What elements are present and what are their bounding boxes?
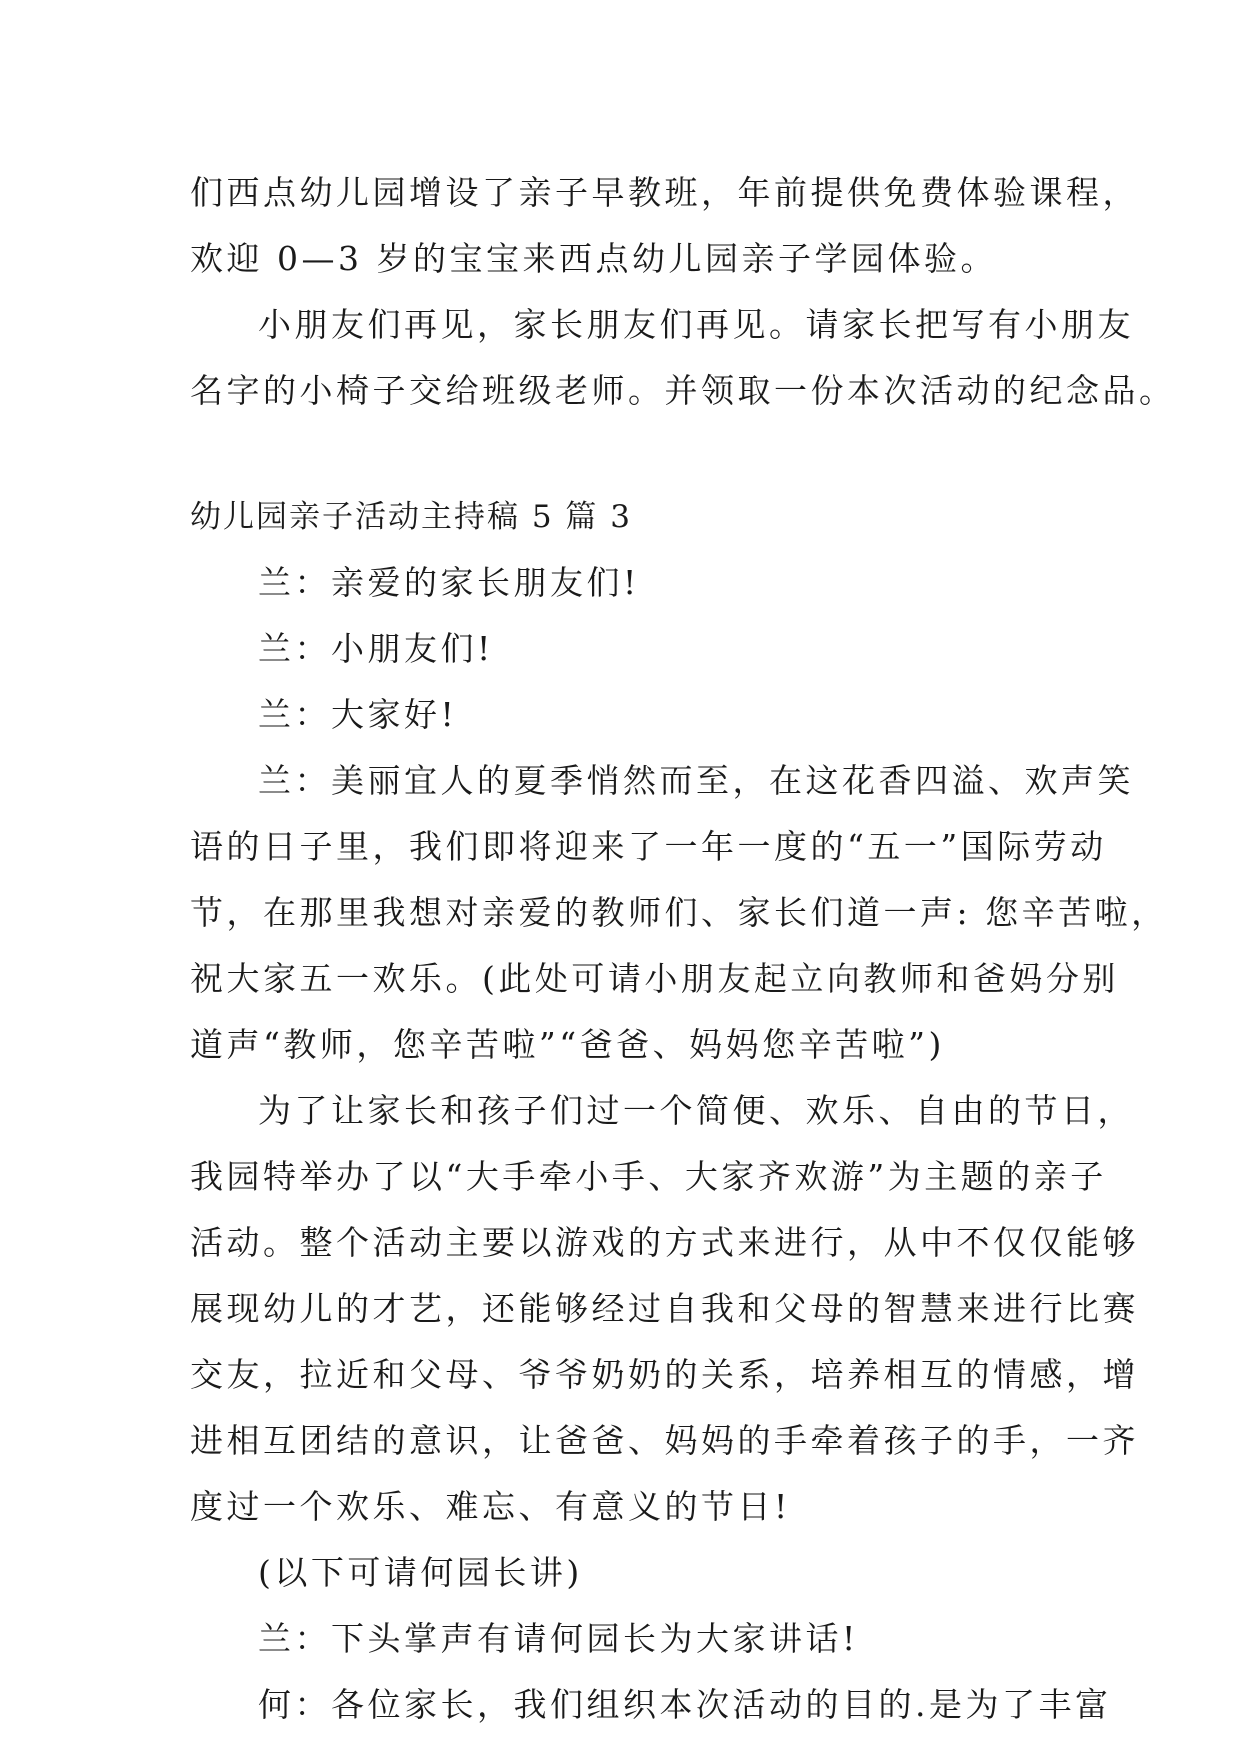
- text-line: 小朋友们再见，家长朋友们再见。请家长把写有小朋友: [258, 305, 1134, 344]
- dialogue-line: 兰：亲爱的家长朋友们!: [258, 563, 640, 602]
- stage-direction: (以下可请何园长讲): [258, 1553, 583, 1592]
- text-line: 展现幼儿的才艺，还能够经过自我和父母的智慧来进行比赛: [190, 1289, 1139, 1328]
- text-line: 们西点幼儿园增设了亲子早教班，年前提供免费体验课程，: [190, 173, 1139, 212]
- text-line: 节，在那里我想对亲爱的教师们、家长们道一声: 您辛苦啦，: [190, 893, 1168, 932]
- paragraph: [190, 292, 1176, 424]
- spacer: [190, 424, 1055, 484]
- text-line: 度过一个欢乐、难忘、有意义的节日!: [190, 1487, 791, 1526]
- text-line: 道声“教师，您辛苦啦”“爸爸、妈妈您辛苦啦”): [190, 1025, 945, 1064]
- paragraph: [190, 160, 1139, 292]
- text-line: 欢迎 0—3 岁的宝宝来西点幼儿园亲子学园体验。: [190, 239, 997, 278]
- dialogue-line: 何：各位家长，我们组织本次活动的目的.是为了丰富: [258, 1685, 1112, 1724]
- text-line: 我园特举办了以“大手牵小手、大家齐欢游”为主题的亲子: [190, 1157, 1107, 1196]
- text-line: 进相互团结的意识，让爸爸、妈妈的手牵着孩子的手，一齐: [190, 1421, 1139, 1460]
- dialogue-line: 兰：下头掌声有请何园长为大家讲话!: [258, 1619, 859, 1658]
- text-line: 名字的小椅子交给班级老师。并领取一份本次活动的纪念品。: [190, 371, 1176, 410]
- text-line: 兰：美丽宜人的夏季悄然而至，在这花香四溢、欢声笑: [258, 761, 1134, 800]
- dialogue-line: 兰：大家好!: [258, 695, 458, 734]
- document-page: [190, 160, 1176, 1738]
- paragraph: [190, 1078, 1139, 1540]
- text-line: 语的日子里，我们即将迎来了一年一度的“五一”国际劳动: [190, 827, 1107, 866]
- text-line: 活动。整个活动主要以游戏的方式来进行，从中不仅仅能够: [190, 1223, 1139, 1262]
- dialogue-line: 兰：小朋友们!: [258, 629, 494, 668]
- paragraph: [190, 748, 1168, 1078]
- text-line: 祝大家五一欢乐。(此处可请小朋友起立向教师和爸妈分别: [190, 959, 1119, 998]
- section-heading: 幼儿园亲子活动主持稿 5 篇 3: [190, 499, 633, 535]
- text-line: 为了让家长和孩子们过一个简便、欢乐、自由的节日，: [258, 1091, 1134, 1130]
- text-line: 交友，拉近和父母、爷爷奶奶的关系，培养相互的情感，增: [190, 1355, 1139, 1394]
